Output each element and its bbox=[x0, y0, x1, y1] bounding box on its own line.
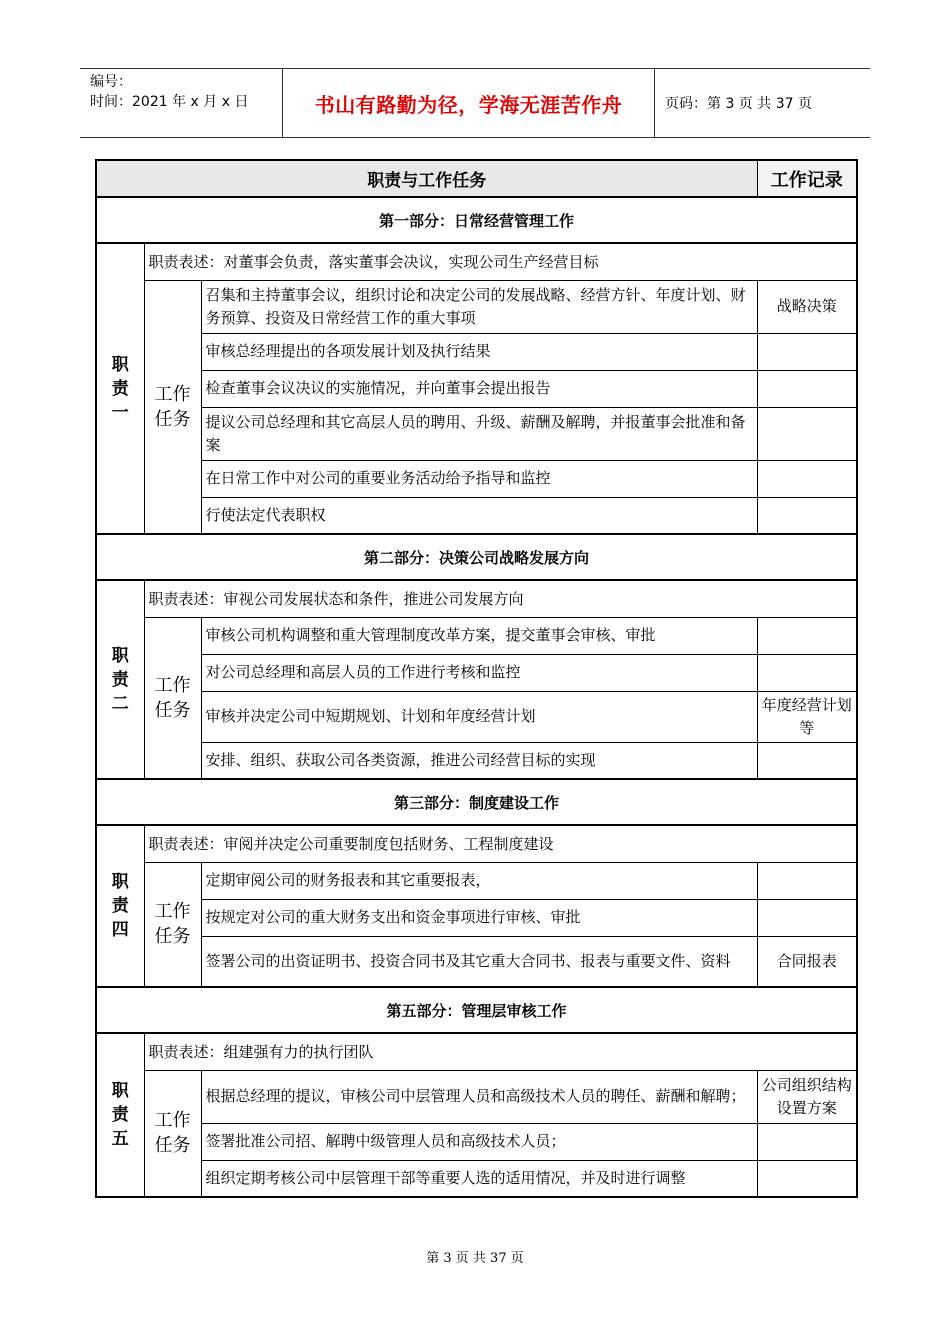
task-row bbox=[96, 936, 857, 987]
duty-statement: 职责表述：审视公司发展状态和条件，推进公司发展方向 bbox=[144, 580, 857, 617]
statement-row bbox=[96, 825, 857, 862]
task-text: 行使法定代表职权 bbox=[201, 497, 757, 534]
task-row bbox=[96, 899, 857, 936]
task-row bbox=[96, 370, 857, 407]
task-text: 根据总经理的提议，审核公司中层管理人员和高级技术人员的聘任、薪酬和解聘； bbox=[201, 1070, 757, 1123]
header-left-cell bbox=[80, 69, 283, 137]
duty-label: 职责一 bbox=[96, 243, 144, 534]
duty-statement: 职责表述：组建强有力的执行团队 bbox=[144, 1033, 857, 1070]
task-record bbox=[757, 333, 857, 370]
task-record: 合同报表 bbox=[757, 936, 857, 987]
task-text: 审核并决定公司中短期规划、计划和年度经营计划 bbox=[201, 691, 757, 742]
task-row bbox=[96, 333, 857, 370]
task-row bbox=[96, 654, 857, 691]
serial-label: 编号： bbox=[90, 74, 132, 90]
task-label: 工作任务 bbox=[144, 617, 201, 779]
task-row bbox=[96, 617, 857, 654]
duty-label: 职责五 bbox=[96, 1033, 144, 1197]
task-text: 在日常工作中对公司的重要业务活动给予指导和监控 bbox=[201, 460, 757, 497]
task-text: 提议公司总经理和其它高层人员的聘用、升级、薪酬及解聘，并报董事会批准和备案 bbox=[201, 407, 757, 460]
task-text: 对公司总经理和高层人员的工作进行考核和监控 bbox=[201, 654, 757, 691]
task-text: 召集和主持董事会议，组织讨论和决定公司的发展战略、经营方针、年度计划、财务预算、投资及日常经营工作的重大事项 bbox=[201, 280, 757, 333]
task-row bbox=[96, 1070, 857, 1123]
task-text: 审核总经理提出的各项发展计划及执行结果 bbox=[201, 333, 757, 370]
section-row bbox=[96, 197, 857, 243]
task-text: 检查董事会议决议的实施情况，并向董事会提出报告 bbox=[201, 370, 757, 407]
task-record bbox=[757, 407, 857, 460]
section-title: 第一部分：日常经营管理工作 bbox=[96, 197, 857, 243]
task-text: 按规定对公司的重大财务支出和资金事项进行审核、审批 bbox=[201, 899, 757, 936]
head-work-record: 工作记录 bbox=[757, 160, 857, 197]
statement-row bbox=[96, 580, 857, 617]
task-text: 签署公司的出资证明书、投资合同书及其它重大合同书、报表与重要文件、资料 bbox=[201, 936, 757, 987]
task-text: 签署批准公司招、解聘中级管理人员和高级技术人员； bbox=[201, 1123, 757, 1160]
task-record bbox=[757, 899, 857, 936]
header-page-number: 页码：第 3 页 共 37 页 bbox=[665, 96, 812, 112]
task-text: 定期审阅公司的财务报表和其它重要报表， bbox=[201, 862, 757, 899]
section-row bbox=[96, 779, 857, 825]
task-row bbox=[96, 1123, 857, 1160]
header-motto: 书山有路勤为径，学海无涯苦作舟 bbox=[283, 69, 655, 137]
statement-row bbox=[96, 243, 857, 280]
task-row bbox=[96, 460, 857, 497]
task-row bbox=[96, 280, 857, 333]
task-record: 战略决策 bbox=[757, 280, 857, 333]
task-record bbox=[757, 1123, 857, 1160]
task-row bbox=[96, 742, 857, 779]
page-header bbox=[80, 68, 870, 138]
task-record bbox=[757, 1160, 857, 1197]
task-row bbox=[96, 407, 857, 460]
table-head-row bbox=[96, 160, 857, 197]
duty-table bbox=[95, 159, 858, 1198]
task-label: 工作任务 bbox=[144, 862, 201, 987]
task-record bbox=[757, 370, 857, 407]
task-text: 审核公司机构调整和重大管理制度改革方案，提交董事会审核、审批 bbox=[201, 617, 757, 654]
section-row bbox=[96, 534, 857, 580]
section-title: 第三部分：制度建设工作 bbox=[96, 779, 857, 825]
section-row bbox=[96, 987, 857, 1033]
task-record bbox=[757, 497, 857, 534]
task-row bbox=[96, 862, 857, 899]
task-record bbox=[757, 460, 857, 497]
task-text: 组织定期考核公司中层管理干部等重要人选的适用情况，并及时进行调整 bbox=[201, 1160, 757, 1197]
task-record bbox=[757, 617, 857, 654]
duty-label: 职责二 bbox=[96, 580, 144, 779]
date-text: 时间：2021 年 x 月 x 日 bbox=[90, 94, 249, 110]
section-title: 第五部分：管理层审核工作 bbox=[96, 987, 857, 1033]
duty-statement: 职责表述：审阅并决定公司重要制度包括财务、工程制度建设 bbox=[144, 825, 857, 862]
section-title: 第二部分：决策公司战略发展方向 bbox=[96, 534, 857, 580]
task-label: 工作任务 bbox=[144, 280, 201, 534]
statement-row bbox=[96, 1033, 857, 1070]
task-text: 安排、组织、获取公司各类资源，推进公司经营目标的实现 bbox=[201, 742, 757, 779]
duty-label: 职责四 bbox=[96, 825, 144, 987]
task-row bbox=[96, 691, 857, 742]
task-row bbox=[96, 1160, 857, 1197]
task-record bbox=[757, 654, 857, 691]
duty-statement: 职责表述：对董事会负责，落实董事会决议，实现公司生产经营目标 bbox=[144, 243, 857, 280]
task-record: 公司组织结构设置方案 bbox=[757, 1070, 857, 1123]
task-record bbox=[757, 862, 857, 899]
page-footer: 第 3 页 共 37 页 bbox=[426, 1251, 524, 1266]
task-record bbox=[757, 742, 857, 779]
head-duties-tasks: 职责与工作任务 bbox=[96, 160, 757, 197]
task-row bbox=[96, 497, 857, 534]
task-label: 工作任务 bbox=[144, 1070, 201, 1197]
task-record: 年度经营计划等 bbox=[757, 691, 857, 742]
